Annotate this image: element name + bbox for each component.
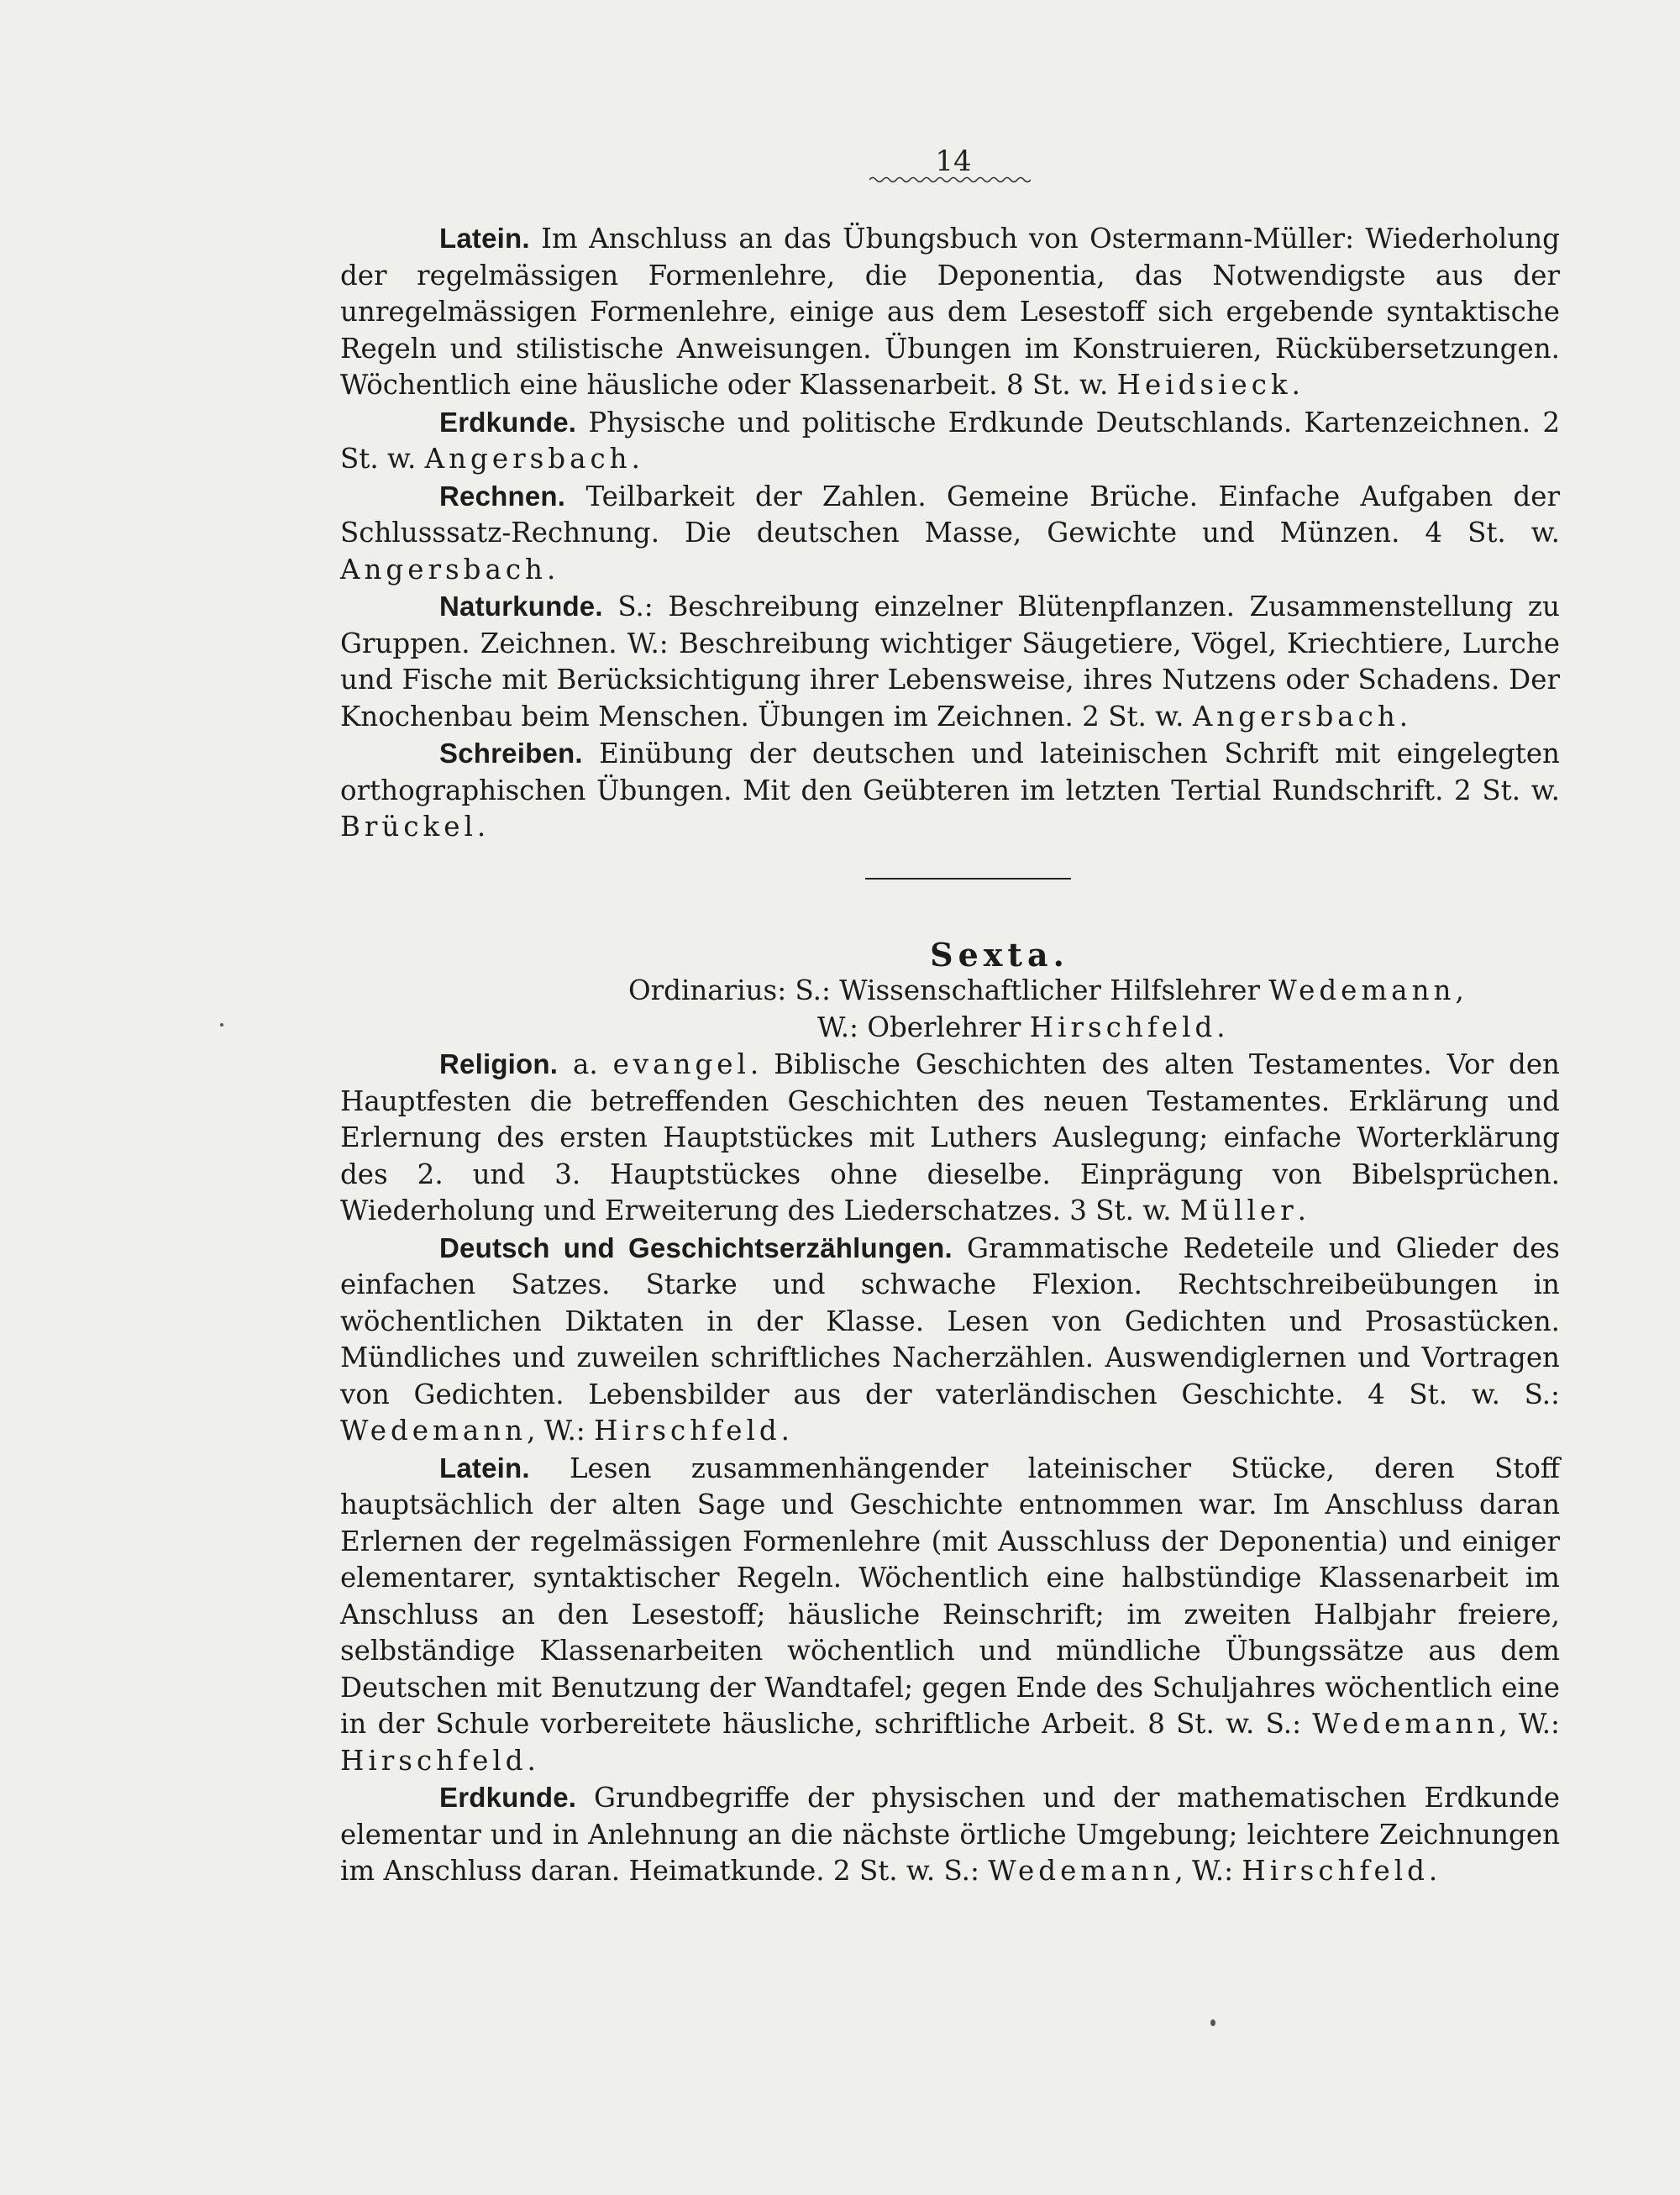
section-text: Einübung der deutschen und lateinischen Schrift mit eingelegten orthographischen Übungen. Mit den Geübteren im letzten Tertial Rundschrift. 2 St. w.: [340, 738, 1560, 806]
section-latein-sexta: [340, 1450, 1560, 1780]
ordinarius-winter-prefix: W.: Oberlehrer: [817, 1011, 1030, 1043]
section-heading: Latein.: [439, 1452, 530, 1483]
section-text: Grundbegriffe der physischen und der mathematischen Erdkunde elementar und in Anlehnung an die nächste örtliche Umgebung; leichtere Zeichnungen im Anschluss daran. Heimatkunde. 2 St. w. S.:: [340, 1782, 1560, 1887]
section-heading: Erdkunde.: [439, 1782, 577, 1813]
section-text: Grammatische Redeteile und Glieder des einfachen Satzes. Starke und schwache Flexion. Rechtschreibeübungen in wöchentlichen Diktaten in der Klasse. Lesen von Gedichten und Prosastücken. Mündliches und zuweilen schriftliches Nacherzählen. Auswendiglernen und Vortragen von Gedichten. Lebensbilder aus der vaterländischen Geschichte. 4 St. w. S.:: [340, 1231, 1560, 1410]
teacher-name: Hirschfeld: [1242, 1855, 1429, 1887]
section-deutsch-sexta: [340, 1230, 1560, 1450]
section-erdkunde-sexta: [340, 1779, 1560, 1890]
section-text-end: .: [780, 1415, 790, 1447]
section-heading: Schreiben.: [439, 738, 583, 769]
section-text-end: .: [1399, 700, 1409, 733]
page-number: 14: [935, 144, 972, 178]
section-heading: Latein.: [439, 223, 530, 254]
section-heading: Rechnen.: [439, 480, 566, 512]
section-text: Im Anschluss an das Übungsbuch von Ostermann-Müller: Wiederholung der regelmässigen Formenlehre, die Deponentia, das Notwendigste aus der unregelmässigen Formenlehre, einige aus dem Lesestoff sich ergebende syntaktische Regeln und stilistische Anweisungen. Übungen im Konstruieren, Rückübersetzungen. Wöchentlich eine häusliche oder Klassenarbeit. 8 St. w.: [340, 223, 1560, 401]
section-text-end: .: [1428, 1855, 1438, 1887]
section-text-end: .: [1291, 369, 1300, 401]
section-heading: Religion.: [439, 1048, 559, 1079]
paper-speck: [1210, 2019, 1215, 2026]
ordinarius-winter: [529, 1010, 1560, 1047]
section-text: Physische und politische Erdkunde Deutschlands. Kartenzeichnen. 2 St. w.: [340, 406, 1560, 475]
teacher-name: Hirschfeld: [340, 1744, 528, 1777]
section-text: , W.:: [527, 1415, 595, 1447]
section-text: S.: Beschreibung einzelner Blütenpflanzen. Zusammenstellung zu Gruppen. Zeichnen. W.: Beschreibung wichtiger Säugetiere, Vögel, Kriechtiere, Lurche und Fische mit Berücksichtigung ihrer Lebensweise, ihres Nutzens oder Schadens. Der Knochenbau beim Menschen. Übungen im Zeichnen. 2 St. w.: [340, 591, 1560, 733]
spaced-word: evangel: [612, 1048, 750, 1080]
ordinarius-summer-suffix: ,: [1455, 974, 1464, 1006]
section-rechnen-quinta: [340, 478, 1560, 589]
teacher-name: Heidsieck: [1116, 369, 1292, 401]
text-column: [340, 220, 1560, 1890]
section-text: . Biblische Geschichten des alten Testamentes. Vor den Hauptfesten die betreffenden Geschichten des neuen Testamentes. Erklärung und Erlernung des ersten Hauptstückes mit Luthers Auslegung; einfache Worterklärung des 2. und 3. Hauptstückes ohne dieselbe. Einprägung von Bibelsprüchen. Wiederholung und Erweiterung des Liederschatzes. 3 St. w.: [340, 1048, 1560, 1226]
section-text-end: .: [1297, 1195, 1306, 1226]
section-text-end: .: [631, 443, 640, 475]
ordinarius-summer: [529, 973, 1560, 1010]
divider-line: [865, 878, 1071, 880]
teacher-name: Müller: [1179, 1195, 1298, 1226]
teacher-name: Wedemann: [988, 1855, 1175, 1887]
section-erdkunde-quinta: [340, 404, 1560, 478]
teacher-name: Angersbach: [424, 443, 632, 475]
ordinarius-summer-prefix: S.: Wissenschaftlicher Hilfslehrer: [795, 974, 1269, 1006]
teacher-name: Angersbach: [340, 553, 547, 586]
section-text: Teilbarkeit der Zahlen. Gemeine Brüche. Einfache Aufgaben der Schlusssatz-Rechnung. Die deutschen Masse, Gewichte und Münzen. 4 St. w.: [340, 480, 1560, 549]
section-text: , W.:: [1499, 1708, 1560, 1740]
section-text-end: .: [527, 1744, 536, 1777]
section-text: a.: [573, 1048, 613, 1080]
ordinarius-block: [340, 973, 1560, 1046]
section-latein-quinta: [340, 220, 1560, 404]
teacher-name: Hirschfeld: [594, 1415, 781, 1447]
section-religion-sexta: [340, 1046, 1560, 1230]
wavy-ornament: [869, 175, 1031, 185]
section-naturkunde-quinta: [340, 588, 1560, 735]
class-heading: Sexta.: [930, 935, 1069, 974]
teacher-name: Angersbach: [1192, 700, 1399, 733]
ordinarius-winter-suffix: .: [1216, 1011, 1226, 1043]
ordinarius-label: Ordinarius:: [628, 974, 787, 1006]
section-text-end: .: [546, 553, 556, 586]
section-divider: [340, 846, 1560, 937]
teacher-name: Wedemann: [340, 1415, 528, 1447]
section-schreiben-quinta: [340, 735, 1560, 846]
teacher-name: Brückel: [340, 811, 477, 843]
teacher-name: Wedemann: [1268, 974, 1456, 1006]
section-heading: Deutsch und Geschichtserzählungen.: [439, 1231, 953, 1263]
teacher-name: Hirschfeld: [1029, 1011, 1217, 1043]
teacher-name: Wedemann: [1312, 1708, 1499, 1740]
section-text: , W.:: [1174, 1855, 1242, 1887]
paper-speck: [220, 1023, 223, 1027]
section-heading: Erdkunde.: [439, 406, 577, 438]
section-text: Lesen zusammenhängender lateinischer Stücke, deren Stoff hauptsächlich der alten Sage und Geschichte entnommen war. Im Anschluss daran Erlernen der regelmässigen Formenlehre (mit Ausschluss der Deponentia) und einiger elementarer, syntaktischer Regeln. Wöchentlich eine halbstündige Klassenarbeit im Anschluss an den Lesestoff; häusliche Reinschrift; im zweiten Halbjahr freiere, selbständige Klassenarbeiten wöchentlich und mündliche Übungssätze aus dem Deutschen mit Benutzung der Wandtafel; gegen Ende des Schuljahres wöchentlich eine in der Schule vorbereitete häusliche, schriftliche Arbeit. 8 St. w. S.:: [340, 1452, 1560, 1740]
section-text-end: .: [476, 811, 486, 843]
section-heading: Naturkunde.: [439, 591, 603, 622]
